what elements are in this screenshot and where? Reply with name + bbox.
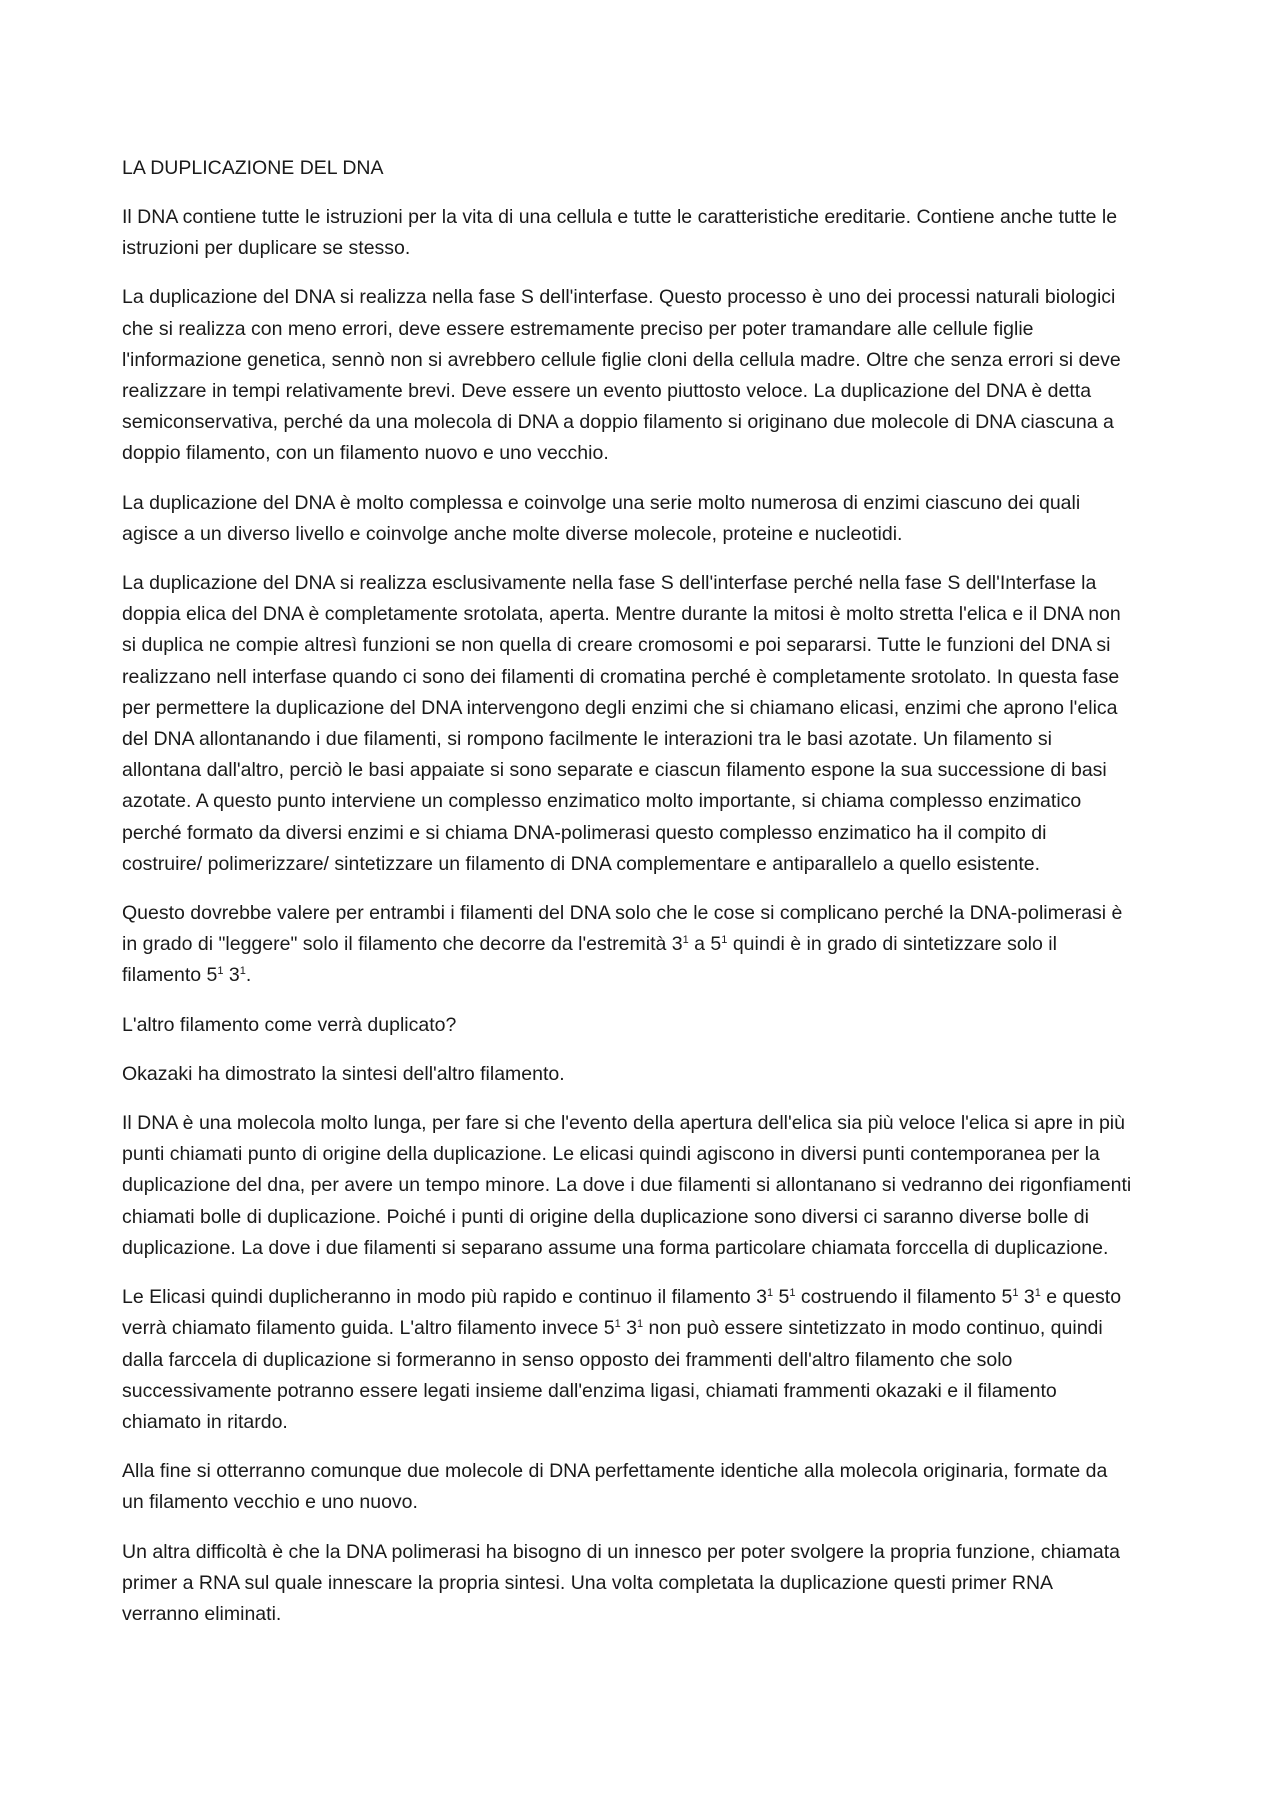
- text-run: Questo dovrebbe valere per entrambi i filamenti del DNA solo che le cose si complicano perché la DNA-polimerasi è in grado di "leggere" solo il filamento che decorre da l'estremità 3: [122, 902, 1123, 956]
- text-run: .: [245, 964, 252, 987]
- paragraph-phase-s: La duplicazione del DNA si realizza nella fase S dell'interfase. Questo processo è uno dei processi naturali biologici che si realizza con meno errori, deve essere estremamente preciso per poter tramandare alle cellule figlie l'informazione genetica, sennò non si avrebbero cellule figlie cloni della cellula madre. Oltre che senza errori si deve realizzare in tempi relativamente brevi. Deve essere un evento piuttosto veloce. La duplicazione del DNA è detta semiconservativa, perché da una molecola di DNA a doppio filamento si originano due molecole di DNA ciascuna a doppio filamento, con un filamento nuovo e uno vecchio.: [122, 286, 1121, 465]
- paragraph-origin: Il DNA è una molecola molto lunga, per fare si che l'evento della apertura dell'elica sia più veloce l'elica si apre in più punti chiamati punto di origine della duplicazione. Le elicasi quindi agiscono in diversi punti contemporanea per la duplicazione del dna, per avere un tempo minore. La dove i due filamenti si allontanano si vedranno dei rigonfiamenti chiamati bolle di duplicazione. Poiché i punti di origine della duplicazione sono diversi ci saranno diverse bolle di duplicazione. La dove i due filamenti si separano assume una forma particolare chiamata forccella di duplicazione.: [122, 1112, 1132, 1259]
- document-page: [122, 153, 1132, 1648]
- text-run: a 5: [688, 933, 722, 956]
- superscript-mark: 1: [789, 1287, 796, 1300]
- text-run: 3: [1018, 1286, 1035, 1309]
- superscript-mark: 1: [1034, 1287, 1041, 1300]
- document-title: LA DUPLICAZIONE DEL DNA: [122, 157, 384, 179]
- text-run: Le Elicasi quindi duplicheranno in modo più rapido e continuo il filamento 3: [122, 1286, 767, 1309]
- paragraph-result: Alla fine si otterranno comunque due molecole di DNA perfettamente identiche alla molecola originaria, formate da un filamento vecchio e uno nuovo.: [122, 1460, 1108, 1514]
- text-run: 3: [620, 1317, 637, 1340]
- paragraph-primer: Un altra difficoltà è che la DNA polimerasi ha bisogno di un innesco per poter svolgere la propria funzione, chiamata primer a RNA sul quale innescare la propria sintesi. Una volta completata la duplicazione questi primer RNA verranno eliminati.: [122, 1540, 1120, 1625]
- text-run: 5: [773, 1286, 790, 1309]
- text-run: quindi è in grado di sintetizzare solo il filamento 5: [122, 933, 1057, 987]
- paragraph-complexity: La duplicazione del DNA è molto complessa e coinvolge una serie molto numerosa di enzimi ciascuno dei quali agisce a un diverso livello e coinvolge anche molte diverse molecole, proteine e nucleotidi.: [122, 491, 1081, 545]
- superscript-mark: 1: [636, 1318, 644, 1331]
- paragraph-intro: Il DNA contiene tutte le istruzioni per la vita di una cellula e tutte le caratteristiche ereditarie. Contiene anche tutte le istruzioni per duplicare se stesso.: [122, 206, 1118, 260]
- superscript-mark: 1: [1012, 1287, 1019, 1300]
- superscript-mark: 1: [721, 934, 728, 947]
- text-run: non può essere sintetizzato in modo continuo, quindi dalla farccela di duplicazione si formeranno in senso opposto dei frammenti dell'altro filamento che solo successivamente potranno essere legati insieme dall'enzima ligasi, chiamati frammenti okazaki e il filamento chiamato in ritardo.: [122, 1317, 1103, 1433]
- text-run: costruendo il filamento 5: [795, 1286, 1013, 1309]
- paragraph-question: L'altro filamento come verrà duplicato?: [122, 1013, 457, 1036]
- superscript-mark: 1: [767, 1287, 774, 1300]
- superscript-mark: 1: [239, 965, 246, 978]
- paragraph-leading-strand: [122, 1282, 1132, 1438]
- paragraph-polymerase: [122, 898, 1132, 992]
- superscript-mark: 1: [682, 934, 689, 947]
- paragraph-okazaki: Okazaki ha dimostrato la sintesi dell'altro filamento.: [122, 1062, 565, 1085]
- superscript-mark: 1: [217, 965, 224, 978]
- superscript-mark: 1: [614, 1318, 621, 1331]
- text-run: 3: [223, 964, 240, 987]
- text-run: e questo verrà chiamato filamento guida. L'altro filamento invece 5: [122, 1286, 1122, 1340]
- paragraph-helicase: La duplicazione del DNA si realizza esclusivamente nella fase S dell'interfase perché nella fase S dell'Interfase la doppia elica del DNA è completamente srotolata, aperta. Mentre durante la mitosi è molto stretta l'elica e il DNA non si duplica ne compie altresì funzioni se non quella di creare cromosomi e poi separarsi. Tutte le funzioni del DNA si realizzano nell interfase quando ci sono dei filamenti di cromatina perché è completamente srotolato. In questa fase per permettere la duplicazione del DNA intervengono degli enzimi che si chiamano elicasi, enzimi che aprono l'elica del DNA allontanando i due filamenti, si rompono facilmente le interazioni tra le basi azotate. Un filamento si allontana dall'altro, perciò le basi appaiate si sono separate e ciascun filamento espone la sua successione di basi azotate. A questo punto interviene un complesso enzimatico molto importante, si chiama complesso enzimatico perché formato da diversi enzimi e si chiama DNA-polimerasi questo complesso enzimatico ha il compito di costruire/ polimerizzare/ sintetizzare un filamento di DNA complementare e antiparallelo a quello esistente.: [122, 572, 1121, 875]
